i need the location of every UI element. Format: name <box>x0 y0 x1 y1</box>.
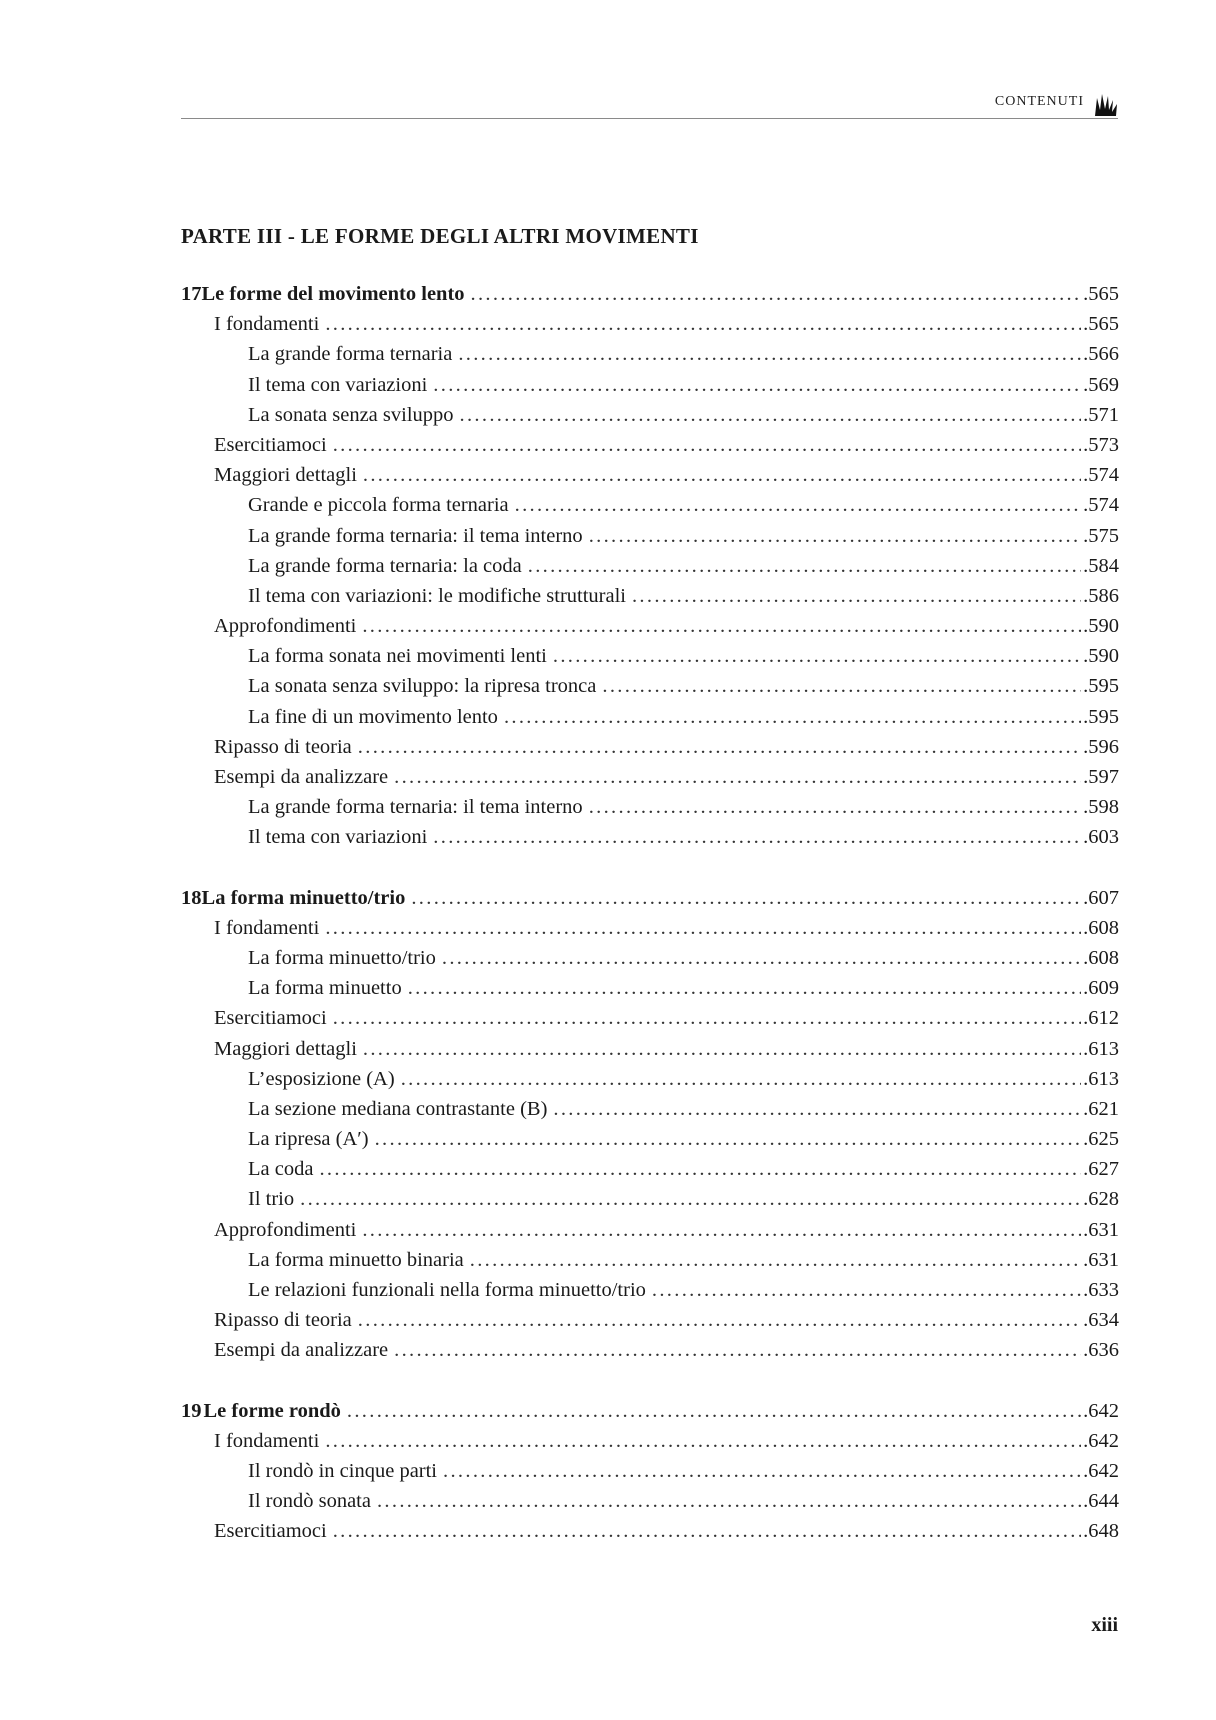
dot-leader <box>408 977 1081 1000</box>
dot-leader <box>589 796 1081 819</box>
dot-leader <box>333 434 1081 457</box>
entry-title: Il tema con variazioni: le modifiche strutturali <box>248 584 626 607</box>
toc-subsection[interactable] <box>181 675 1119 705</box>
page-ref: .586 <box>1083 584 1119 607</box>
page-ref: .595 <box>1083 705 1119 728</box>
dot-leader <box>362 1219 1081 1242</box>
page-ref: .573 <box>1083 433 1119 456</box>
page-ref: .642 <box>1083 1429 1119 1452</box>
dot-leader <box>442 947 1081 970</box>
entry-title: La sonata senza sviluppo <box>248 403 454 426</box>
toc-section[interactable] <box>181 736 1119 766</box>
dot-leader <box>377 1490 1081 1513</box>
toc-subsection[interactable] <box>181 1460 1119 1490</box>
chapter-number: 18 <box>181 886 202 909</box>
dot-leader <box>433 374 1081 397</box>
entry-title: La fine di un movimento lento <box>248 705 498 728</box>
entry-title: Ripasso di teoria <box>214 735 352 758</box>
dot-leader <box>325 313 1081 336</box>
entry-title: Il tema con variazioni <box>248 826 428 849</box>
page-number: xiii <box>1091 1614 1118 1636</box>
entry-title: La forma minuetto/trio <box>248 946 436 969</box>
grass-logo-icon <box>1094 92 1118 116</box>
toc-subsection[interactable] <box>181 1068 1119 1098</box>
dot-leader <box>470 1249 1081 1272</box>
entry-title: I fondamenti <box>214 313 320 336</box>
entry-title: La forma minuetto binaria <box>248 1248 464 1271</box>
toc-section[interactable] <box>181 313 1119 343</box>
toc-subsection[interactable] <box>181 977 1119 1007</box>
toc-subsection[interactable] <box>181 796 1119 826</box>
entry-title: Il trio <box>248 1188 295 1211</box>
dot-leader <box>602 675 1081 698</box>
chapter-title: La forma minuetto/trio <box>201 886 406 909</box>
page-ref: .565 <box>1083 283 1119 305</box>
page-ref: .608 <box>1083 946 1119 969</box>
dot-leader <box>443 1460 1081 1483</box>
chapter-heading[interactable] <box>181 1400 1119 1430</box>
entry-title: Esempi da analizzare <box>214 766 389 788</box>
dot-leader <box>363 464 1081 487</box>
page-ref: .565 <box>1083 313 1119 336</box>
page-ref: .590 <box>1083 645 1119 668</box>
toc-section[interactable] <box>181 1007 1119 1037</box>
page-ref: .609 <box>1083 977 1119 1000</box>
dot-leader <box>333 1520 1081 1543</box>
page-ref: .627 <box>1083 1158 1119 1181</box>
toc-section[interactable] <box>181 1219 1119 1249</box>
toc-subsection[interactable] <box>181 404 1119 434</box>
page-ref: .574 <box>1083 494 1119 517</box>
page-ref: .566 <box>1083 343 1119 366</box>
toc-subsection[interactable] <box>181 1188 1119 1218</box>
table-of-contents <box>181 283 1119 1581</box>
page-ref: .603 <box>1083 826 1119 849</box>
page-ref: .596 <box>1083 735 1119 758</box>
toc-subsection[interactable] <box>181 1490 1119 1520</box>
toc-subsection[interactable] <box>181 1249 1119 1279</box>
chapter-number: 17 <box>181 283 202 305</box>
page-ref: .631 <box>1083 1218 1119 1241</box>
page-ref: .621 <box>1083 1097 1119 1120</box>
entry-title: Il rondò sonata <box>248 1490 371 1513</box>
dot-leader <box>401 1068 1081 1091</box>
toc-section[interactable] <box>181 1520 1119 1550</box>
entry-title: Grande e piccola forma ternaria <box>248 494 509 517</box>
entry-title: La sonata senza sviluppo: la ripresa tronca <box>248 675 597 698</box>
toc-subsection[interactable] <box>181 947 1119 977</box>
page-ref: .608 <box>1083 916 1119 939</box>
dot-leader <box>325 917 1081 940</box>
page-ref: .634 <box>1083 1309 1119 1332</box>
dot-leader <box>347 1400 1081 1423</box>
entry-title: Maggiori dettagli <box>214 464 357 487</box>
dot-leader <box>358 736 1081 759</box>
dot-leader <box>394 1339 1081 1362</box>
page-ref: .642 <box>1083 1459 1119 1482</box>
toc-subsection[interactable] <box>181 494 1119 524</box>
page-ref: .613 <box>1083 1067 1119 1090</box>
dot-leader <box>652 1279 1081 1302</box>
page-ref: .642 <box>1083 1399 1119 1422</box>
section-label: CONTENUTI <box>994 94 1084 109</box>
entry-title: L’esposizione (A) <box>248 1067 395 1090</box>
dot-leader <box>460 404 1082 427</box>
page-ref: .633 <box>1083 1279 1119 1301</box>
part-title: PARTE III - LE FORME DEGLI ALTRI MOVIMENTI <box>181 224 699 248</box>
toc-subsection[interactable] <box>181 1279 1119 1309</box>
page-ref: .590 <box>1083 615 1119 638</box>
page-ref: .612 <box>1083 1007 1119 1030</box>
page-ref: .607 <box>1083 886 1119 909</box>
chapter-title: Le forme rondò <box>203 1399 341 1422</box>
toc-section[interactable] <box>181 766 1119 796</box>
toc-section[interactable] <box>181 1339 1119 1369</box>
chapter-heading[interactable] <box>181 283 1119 313</box>
dot-leader <box>589 525 1081 548</box>
toc-section[interactable] <box>181 1038 1119 1068</box>
page-ref: .648 <box>1083 1520 1119 1543</box>
page-ref: .597 <box>1083 766 1119 788</box>
entry-title: La coda <box>248 1158 314 1181</box>
entry-title: La grande forma ternaria: il tema interno <box>248 796 583 819</box>
toc-subsection[interactable] <box>181 343 1119 373</box>
page-ref: .636 <box>1083 1339 1119 1362</box>
entry-title: Approfondimenti <box>214 1218 357 1241</box>
entry-title: La forma sonata nei movimenti lenti <box>248 645 547 668</box>
toc-section[interactable] <box>181 1309 1119 1339</box>
toc-subsection[interactable] <box>181 826 1119 856</box>
page-ref: .613 <box>1083 1037 1119 1060</box>
entry-title: La ripresa (A′) <box>248 1128 369 1151</box>
dot-leader <box>362 615 1081 638</box>
dot-leader <box>528 555 1081 578</box>
page-ref: .575 <box>1083 524 1119 547</box>
dot-leader <box>325 1430 1081 1453</box>
running-header <box>181 86 1118 119</box>
page-ref: .595 <box>1083 675 1119 698</box>
page-ref: .584 <box>1083 554 1119 577</box>
entry-title: Esercitiamoci <box>214 433 327 456</box>
toc-subsection[interactable] <box>181 555 1119 585</box>
dot-leader <box>300 1188 1081 1211</box>
chapter-number: 19 <box>181 1399 202 1422</box>
entry-title: I fondamenti <box>214 916 320 939</box>
dot-leader <box>553 645 1081 668</box>
entry-title: La grande forma ternaria: la coda <box>248 554 522 577</box>
entry-title: I fondamenti <box>214 1429 320 1452</box>
entry-title: La grande forma ternaria: il tema interno <box>248 524 583 547</box>
toc-section[interactable] <box>181 1430 1119 1460</box>
entry-title: Approfondimenti <box>214 615 357 638</box>
chapter-block <box>181 1400 1119 1551</box>
dot-leader <box>458 343 1081 366</box>
dot-leader <box>632 585 1081 608</box>
entry-title: La grande forma ternaria <box>248 343 453 366</box>
entry-title: La forma minuetto <box>248 977 402 1000</box>
dot-leader <box>394 766 1081 789</box>
page-ref: .598 <box>1083 796 1119 819</box>
chapter-block <box>181 887 1119 1370</box>
toc-subsection[interactable] <box>181 706 1119 736</box>
entry-title: Il tema con variazioni <box>248 373 428 396</box>
toc-section[interactable] <box>181 917 1119 947</box>
dot-leader <box>515 494 1081 517</box>
chapter-title: Le forme del movimento lento <box>201 283 465 305</box>
dot-leader <box>411 887 1081 910</box>
entry-title: Ripasso di teoria <box>214 1309 352 1332</box>
dot-leader <box>504 706 1081 729</box>
toc-section[interactable] <box>181 434 1119 464</box>
page-ref: .574 <box>1083 464 1119 487</box>
entry-title: Il rondò in cinque parti <box>248 1459 438 1482</box>
dot-leader <box>333 1007 1081 1030</box>
toc-subsection[interactable] <box>181 1128 1119 1158</box>
dot-leader <box>471 283 1082 306</box>
page-ref: .625 <box>1083 1128 1119 1151</box>
chapter-block <box>181 283 1119 857</box>
dot-leader <box>375 1128 1082 1151</box>
page-ref: .644 <box>1083 1490 1119 1513</box>
page-ref: .571 <box>1083 403 1119 426</box>
page-ref: .628 <box>1083 1188 1119 1211</box>
toc-subsection[interactable] <box>181 374 1119 404</box>
entry-title: Esercitiamoci <box>214 1520 327 1543</box>
toc-subsection[interactable] <box>181 1098 1119 1128</box>
toc-subsection[interactable] <box>181 1158 1119 1188</box>
entry-title: Esercitiamoci <box>214 1007 327 1030</box>
page-ref: .631 <box>1083 1248 1119 1271</box>
dot-leader <box>433 826 1081 849</box>
chapter-heading[interactable] <box>181 887 1119 917</box>
dot-leader <box>363 1038 1081 1061</box>
dot-leader <box>319 1158 1081 1181</box>
entry-title: Le relazioni funzionali nella forma minuetto/trio <box>248 1279 646 1301</box>
toc-subsection[interactable] <box>181 645 1119 675</box>
entry-title: Maggiori dettagli <box>214 1037 357 1060</box>
toc-subsection[interactable] <box>181 585 1119 615</box>
entry-title: La sezione mediana contrastante (B) <box>248 1097 548 1120</box>
toc-section[interactable] <box>181 615 1119 645</box>
toc-section[interactable] <box>181 464 1119 494</box>
toc-subsection[interactable] <box>181 525 1119 555</box>
page-ref: .569 <box>1083 373 1119 396</box>
dot-leader <box>358 1309 1081 1332</box>
entry-title: Esempi da analizzare <box>214 1339 389 1362</box>
dot-leader <box>553 1098 1081 1121</box>
